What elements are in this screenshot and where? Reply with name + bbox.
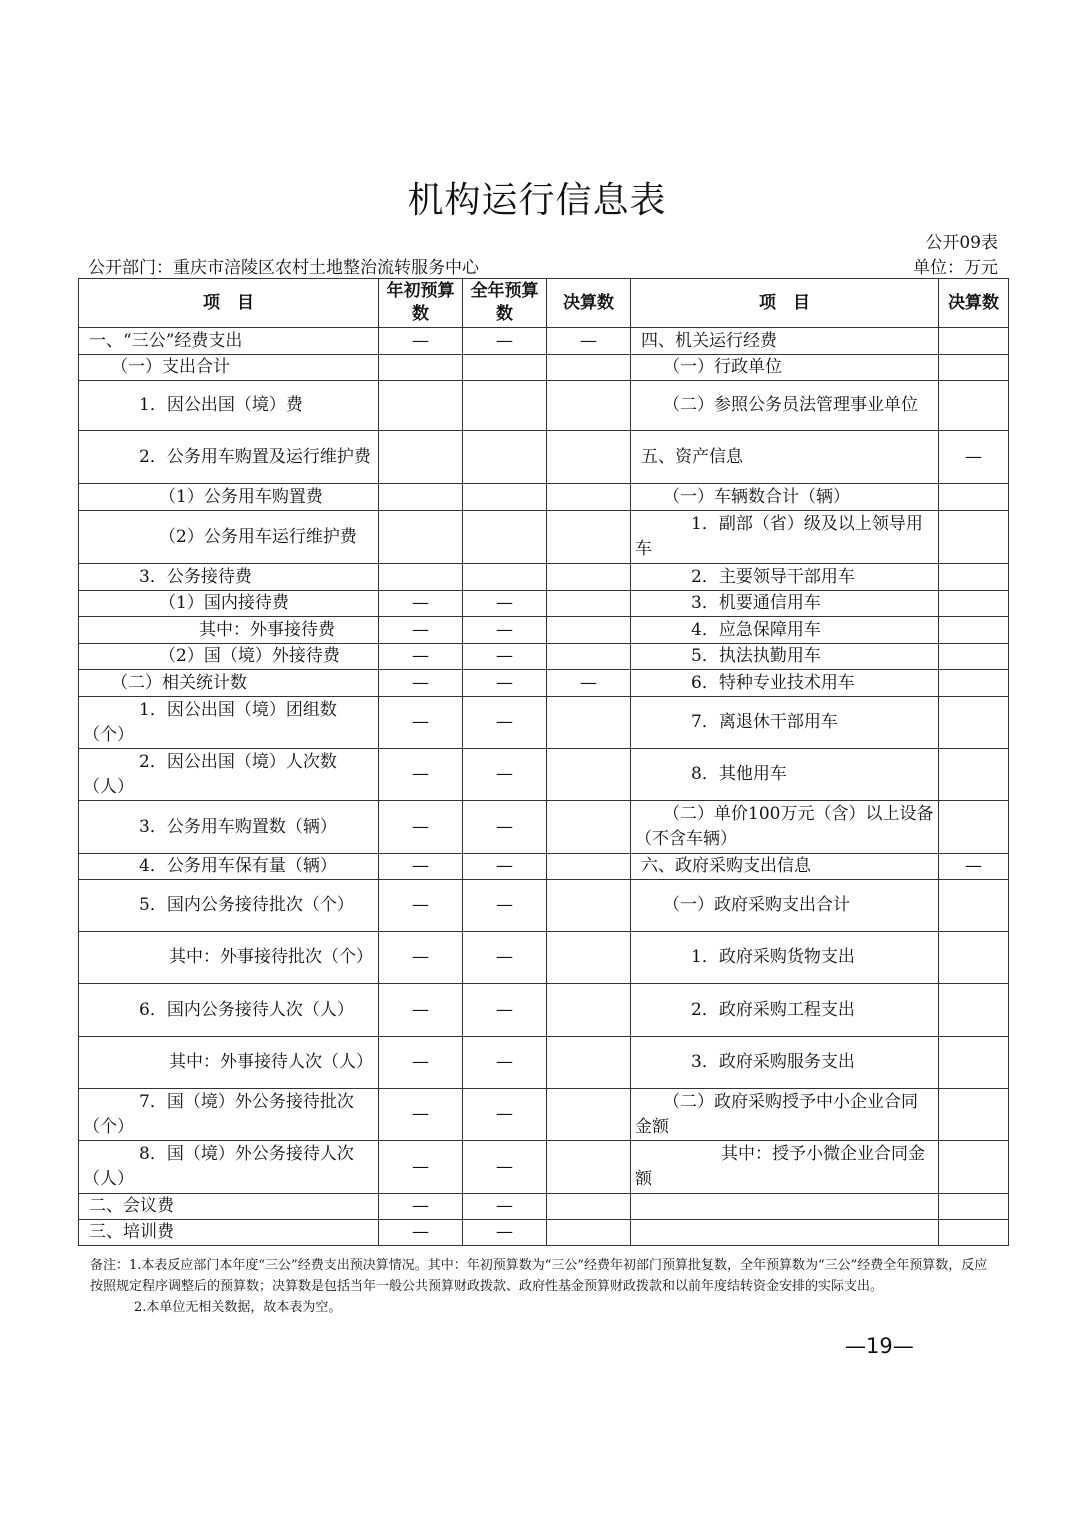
- table-row: [79, 355, 1009, 381]
- cell-final: [547, 1089, 631, 1141]
- cell-final-right: [939, 880, 1009, 932]
- header-item-right: 项 目: [631, 279, 939, 328]
- table-row: [79, 670, 1009, 697]
- cell-full-year-budget: [463, 484, 547, 511]
- cell-final-right: [939, 617, 1009, 644]
- cell-full-year-budget: —: [463, 880, 547, 932]
- row-item-left: （二）相关统计数: [79, 670, 379, 697]
- cell-final: [547, 1141, 631, 1194]
- header-final: 决算数: [547, 279, 631, 328]
- row-item-left: 2．公务用车购置及运行维护费: [79, 431, 379, 484]
- row-item-right: 8．其他用车: [631, 749, 939, 801]
- form-number: 公开09表: [925, 233, 998, 253]
- cell-full-year-budget: [463, 564, 547, 591]
- cell-initial-budget: —: [379, 854, 463, 880]
- cell-initial-budget: —: [379, 617, 463, 644]
- cell-full-year-budget: —: [463, 749, 547, 801]
- cell-final: [547, 1194, 631, 1220]
- cell-full-year-budget: [463, 355, 547, 381]
- cell-full-year-budget: —: [463, 1220, 547, 1246]
- row-item-right: （一）行政单位: [631, 355, 939, 381]
- cell-final-right: [939, 697, 1009, 749]
- cell-full-year-budget: —: [463, 1089, 547, 1141]
- cell-full-year-budget: —: [463, 644, 547, 670]
- row-item-right: 4．应急保障用车: [631, 617, 939, 644]
- row-item-right: 6．特种专业技术用车: [631, 670, 939, 697]
- cell-final-right: [939, 328, 1009, 355]
- row-item-right: （二）单价100万元（含）以上设备（不含车辆）: [631, 801, 939, 854]
- row-item-left: 其中：外事接待批次（个）: [79, 932, 379, 984]
- cell-initial-budget: —: [379, 1220, 463, 1246]
- cell-final: —: [547, 328, 631, 355]
- department-label: 公开部门：重庆市涪陵区农村土地整治流转服务中心: [88, 258, 479, 278]
- row-item-left: 3．公务用车购置数（辆）: [79, 801, 379, 854]
- row-item-left: 三、培训费: [79, 1220, 379, 1246]
- row-item-left: 4．公务用车保有量（辆）: [79, 854, 379, 880]
- cell-full-year-budget: —: [463, 1194, 547, 1220]
- row-item-left: 5．国内公务接待批次（个）: [79, 880, 379, 932]
- cell-initial-budget: —: [379, 1037, 463, 1089]
- cell-initial-budget: [379, 564, 463, 591]
- cell-initial-budget: [379, 431, 463, 484]
- cell-final-right: [939, 511, 1009, 564]
- cell-final: [547, 854, 631, 880]
- cell-full-year-budget: —: [463, 328, 547, 355]
- row-item-left: 6．国内公务接待人次（人）: [79, 984, 379, 1037]
- table-row: [79, 591, 1009, 617]
- row-item-right: [631, 1220, 939, 1246]
- row-item-right: （二）政府采购授予中小企业合同金额: [631, 1089, 939, 1141]
- table-row: [79, 932, 1009, 984]
- cell-final: —: [547, 670, 631, 697]
- note-1: 备注：1.本表反应部门本年度“三公”经费支出预决算情况。其中：年初预算数为“三公”经费年初部门预算批复数，全年预算数为“三公”经费全年预算数，反应按照规定程序调整后的预算数；决算数是包括当年一般公共预算财政拨款、政府性基金预算财政拨款和以前年度结转资金安排的实际支出。: [90, 1258, 988, 1294]
- cell-initial-budget: —: [379, 801, 463, 854]
- row-item-right: 2．政府采购工程支出: [631, 984, 939, 1037]
- notes: [90, 1255, 1000, 1318]
- row-item-left: 其中：外事接待人次（人）: [79, 1037, 379, 1089]
- cell-final-right: [939, 644, 1009, 670]
- cell-final-right: [939, 564, 1009, 591]
- table-row: [79, 1089, 1009, 1141]
- cell-final: [547, 484, 631, 511]
- cell-final-right: —: [939, 854, 1009, 880]
- cell-full-year-budget: —: [463, 697, 547, 749]
- row-item-left: 其中：外事接待费: [79, 617, 379, 644]
- cell-final: [547, 880, 631, 932]
- table-row: [79, 484, 1009, 511]
- row-item-right: 3．政府采购服务支出: [631, 1037, 939, 1089]
- cell-full-year-budget: [463, 511, 547, 564]
- table-row: [79, 431, 1009, 484]
- cell-final-right: [939, 801, 1009, 854]
- table-row: [79, 617, 1009, 644]
- cell-full-year-budget: [463, 431, 547, 484]
- row-item-left: （1）国内接待费: [79, 591, 379, 617]
- cell-final-right: [939, 1037, 1009, 1089]
- cell-final: [547, 984, 631, 1037]
- cell-final-right: [939, 670, 1009, 697]
- cell-final-right: [939, 1141, 1009, 1194]
- cell-initial-budget: —: [379, 328, 463, 355]
- row-item-left: （1）公务用车购置费: [79, 484, 379, 511]
- row-item-right: 六、政府采购支出信息: [631, 854, 939, 880]
- row-item-right: 5．执法执勤用车: [631, 644, 939, 670]
- cell-initial-budget: [379, 511, 463, 564]
- row-item-right: 其中：授予小微企业合同金额: [631, 1141, 939, 1194]
- cell-initial-budget: —: [379, 880, 463, 932]
- cell-initial-budget: —: [379, 697, 463, 749]
- table-row: [79, 984, 1009, 1037]
- cell-full-year-budget: —: [463, 670, 547, 697]
- cell-initial-budget: —: [379, 749, 463, 801]
- header-final-right: 决算数: [939, 279, 1009, 328]
- row-item-right: 1．副部（省）级及以上领导用车: [631, 511, 939, 564]
- row-item-right: 7．离退休干部用车: [631, 697, 939, 749]
- cell-final-right: —: [939, 431, 1009, 484]
- cell-full-year-budget: —: [463, 854, 547, 880]
- row-item-right: （一）车辆数合计（辆）: [631, 484, 939, 511]
- row-item-left: 一、“三公”经费支出: [79, 328, 379, 355]
- cell-final-right: [939, 591, 1009, 617]
- row-item-right: 五、资产信息: [631, 431, 939, 484]
- table-row: [79, 381, 1009, 431]
- cell-initial-budget: [379, 355, 463, 381]
- page-number: —19—: [845, 1334, 914, 1358]
- row-item-left: 1．因公出国（境）团组数（个）: [79, 697, 379, 749]
- cell-final: [547, 697, 631, 749]
- row-item-right: （一）政府采购支出合计: [631, 880, 939, 932]
- cell-final: [547, 355, 631, 381]
- table-row: [79, 1037, 1009, 1089]
- row-item-left: （一）支出合计: [79, 355, 379, 381]
- info-table: [78, 278, 1009, 1246]
- cell-final: [547, 1220, 631, 1246]
- row-item-left: 1．因公出国（境）费: [79, 381, 379, 431]
- table-row: [79, 1194, 1009, 1220]
- cell-initial-budget: —: [379, 1194, 463, 1220]
- table-row: [79, 511, 1009, 564]
- table-row: [79, 1220, 1009, 1246]
- header-full-year-budget: 全年预算数: [463, 279, 547, 328]
- row-item-left: （2）国（境）外接待费: [79, 644, 379, 670]
- cell-initial-budget: —: [379, 644, 463, 670]
- header-item-left: 项 目: [79, 279, 379, 328]
- cell-final-right: [939, 484, 1009, 511]
- cell-final-right: [939, 1194, 1009, 1220]
- table-row: [79, 749, 1009, 801]
- cell-full-year-budget: —: [463, 617, 547, 644]
- unit-label: 单位：万元: [913, 258, 998, 278]
- row-item-right: 1．政府采购货物支出: [631, 932, 939, 984]
- cell-initial-budget: —: [379, 1089, 463, 1141]
- cell-initial-budget: [379, 381, 463, 431]
- row-item-right: 3．机要通信用车: [631, 591, 939, 617]
- table-row: [79, 564, 1009, 591]
- cell-final: [547, 591, 631, 617]
- cell-final: [547, 431, 631, 484]
- cell-final-right: [939, 355, 1009, 381]
- cell-final-right: [939, 749, 1009, 801]
- cell-full-year-budget: —: [463, 1141, 547, 1194]
- cell-full-year-budget: [463, 381, 547, 431]
- cell-final: [547, 511, 631, 564]
- cell-final: [547, 564, 631, 591]
- note-2: 2.本单位无相关数据，故本表为空。: [134, 1300, 342, 1315]
- row-item-right: 四、机关运行经费: [631, 328, 939, 355]
- table-row: [79, 644, 1009, 670]
- row-item-left: 7．国（境）外公务接待批次（个）: [79, 1089, 379, 1141]
- cell-initial-budget: —: [379, 670, 463, 697]
- row-item-left: 3．公务接待费: [79, 564, 379, 591]
- cell-final: [547, 801, 631, 854]
- cell-initial-budget: —: [379, 591, 463, 617]
- cell-full-year-budget: —: [463, 984, 547, 1037]
- cell-final-right: [939, 984, 1009, 1037]
- cell-full-year-budget: —: [463, 591, 547, 617]
- cell-final-right: [939, 1220, 1009, 1246]
- cell-initial-budget: —: [379, 1141, 463, 1194]
- table-row: [79, 801, 1009, 854]
- cell-initial-budget: —: [379, 932, 463, 984]
- cell-full-year-budget: —: [463, 1037, 547, 1089]
- cell-final: [547, 381, 631, 431]
- table-row: [79, 697, 1009, 749]
- row-item-left: 8．国（境）外公务接待人次（人）: [79, 1141, 379, 1194]
- row-item-right: [631, 1194, 939, 1220]
- row-item-right: （二）参照公务员法管理事业单位: [631, 381, 939, 431]
- table-row: [79, 880, 1009, 932]
- cell-final-right: [939, 381, 1009, 431]
- row-item-right: 2．主要领导干部用车: [631, 564, 939, 591]
- row-item-left: 2．因公出国（境）人次数（人）: [79, 749, 379, 801]
- cell-full-year-budget: —: [463, 932, 547, 984]
- header-initial-budget: 年初预算数: [379, 279, 463, 328]
- cell-final-right: [939, 1089, 1009, 1141]
- cell-initial-budget: [379, 484, 463, 511]
- cell-final: [547, 932, 631, 984]
- cell-final-right: [939, 932, 1009, 984]
- table-row: [79, 854, 1009, 880]
- cell-initial-budget: —: [379, 984, 463, 1037]
- table-header-row: [79, 279, 1009, 328]
- row-item-left: 二、会议费: [79, 1194, 379, 1220]
- cell-final: [547, 644, 631, 670]
- cell-final: [547, 1037, 631, 1089]
- page-title: 机构运行信息表: [407, 180, 667, 221]
- cell-final: [547, 749, 631, 801]
- table-row: [79, 1141, 1009, 1194]
- row-item-left: （2）公务用车运行维护费: [79, 511, 379, 564]
- cell-final: [547, 617, 631, 644]
- table-row: [79, 328, 1009, 355]
- cell-full-year-budget: —: [463, 801, 547, 854]
